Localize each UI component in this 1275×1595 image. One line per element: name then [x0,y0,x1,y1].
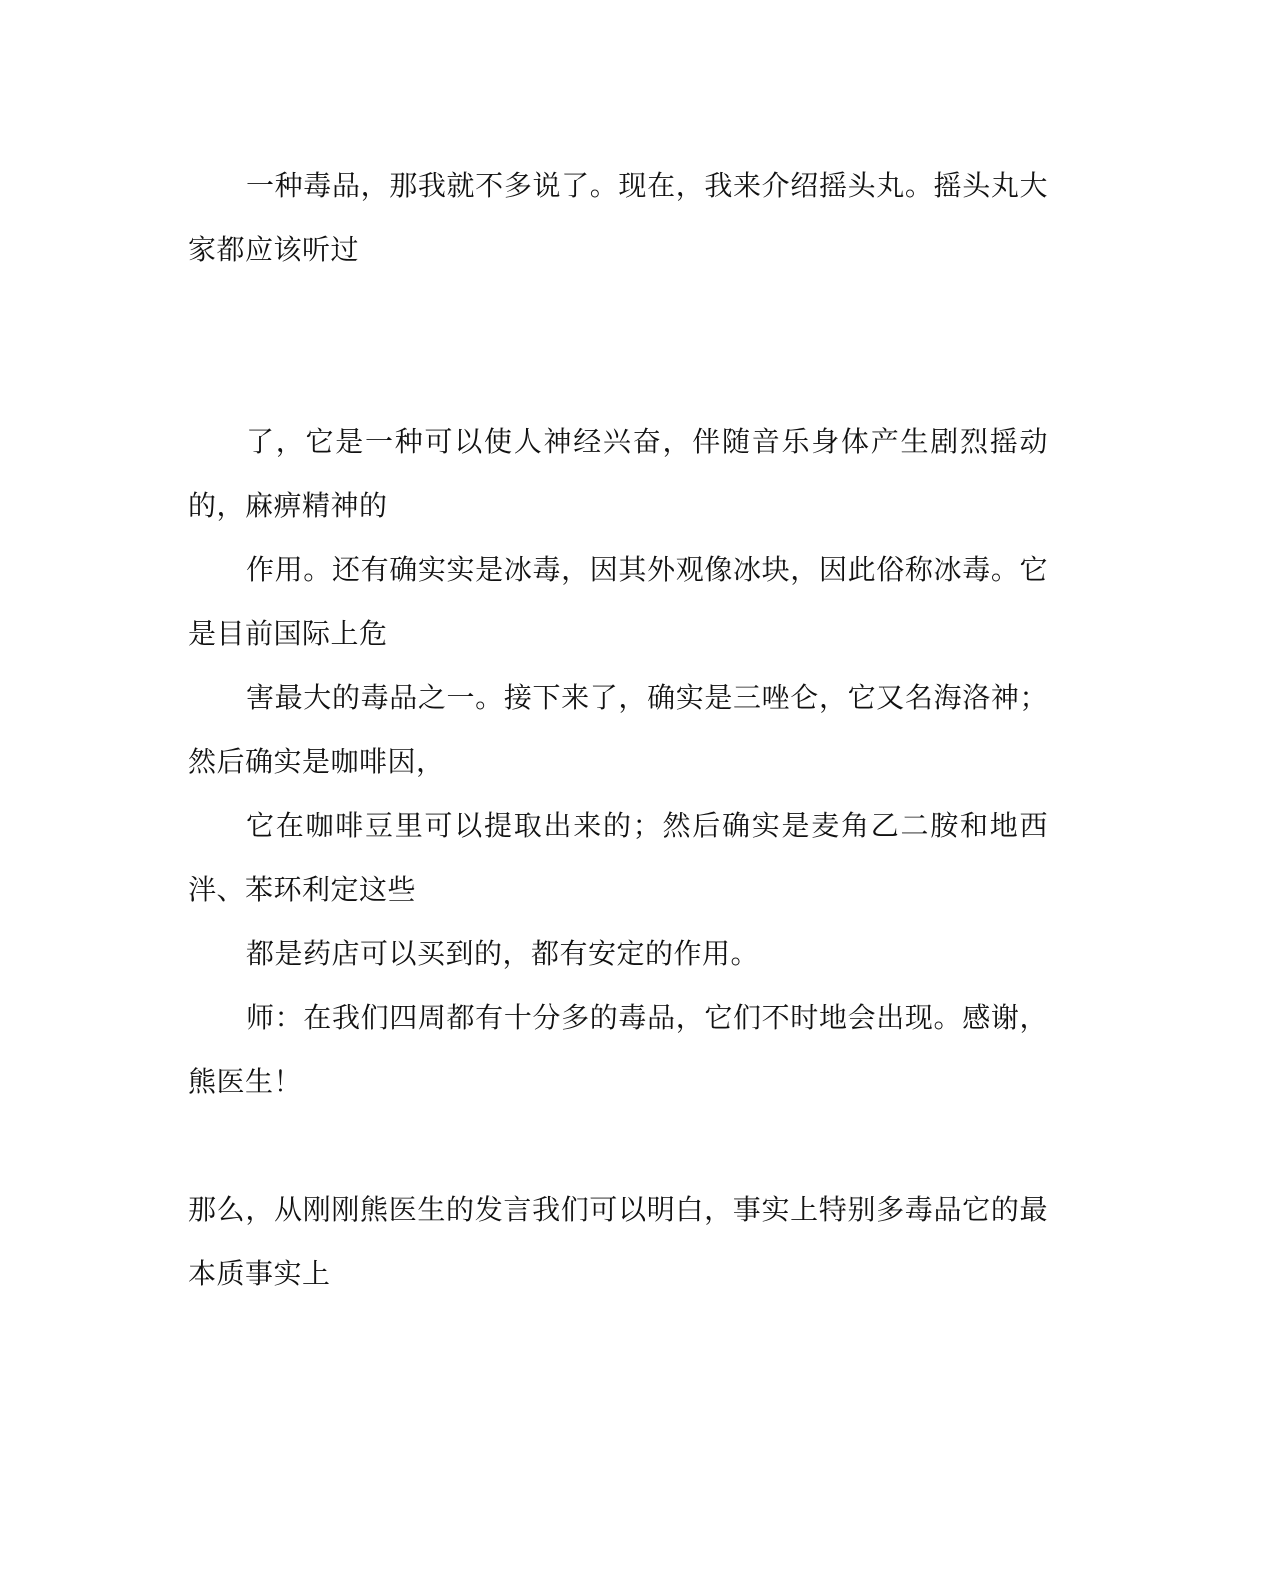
paragraph-8: 那么，从刚刚熊医生的发言我们可以明白，事实上特别多毒品它的最本质事实上 [188,1193,1048,1290]
paragraph-7: 师：在我们四周都有十分多的毒品，它们不时地会出现。感谢，熊医生！ [188,1001,1048,1098]
paragraph-2: 了，它是一种可以使人神经兴奋，伴随音乐身体产生剧烈摇动的，麻痹精神的 [188,425,1048,522]
paragraph-5: 它在咖啡豆里可以提取出来的；然后确实是麦角乙二胺和地西泮、苯环利定这些 [188,809,1048,906]
paragraph-1: 一种毒品，那我就不多说了。现在，我来介绍摇头丸。摇头丸大家都应该听过 [188,169,1048,266]
paragraph-6: 都是药店可以买到的，都有安定的作用。 [246,937,760,970]
paragraph-4: 害最大的毒品之一。接下来了，确实是三唑仑，它又名海洛神；然后确实是咖啡因， [188,681,1048,778]
paragraph-3: 作用。还有确实实是冰毒，因其外观像冰块，因此俗称冰毒。它是目前国际上危 [188,553,1048,650]
